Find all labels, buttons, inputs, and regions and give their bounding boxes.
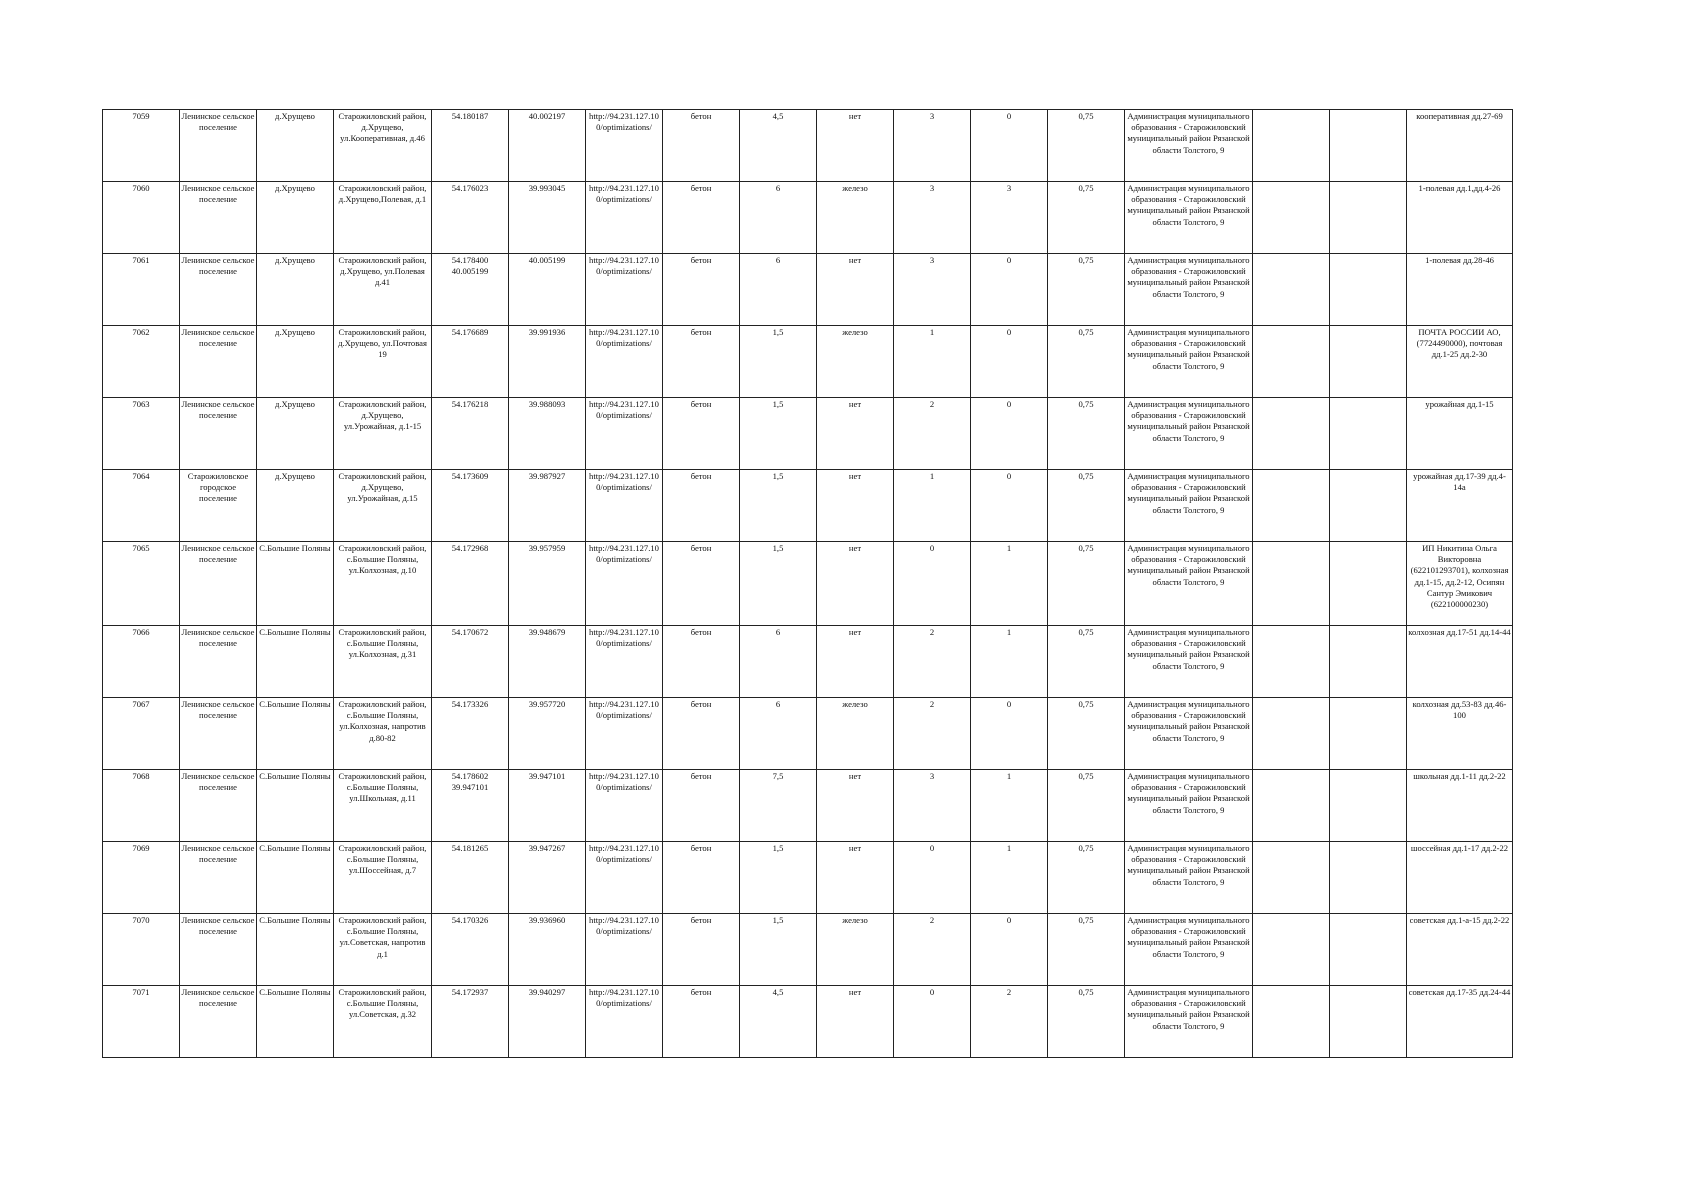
cell-address: Старожиловский район, с.Большие Поляны, ул.Советская, напротив д.1	[334, 914, 432, 986]
cell-owner: Администрация муниципального образования - Старожиловский муниципальный район Рязанской области Толстого, 9	[1125, 698, 1253, 770]
cell-sources: колхозная дд.17-51 дд.14-44	[1407, 626, 1513, 698]
cell-sources: 1-полевая дд.28-46	[1407, 254, 1513, 326]
cell-owner: Администрация муниципального образования - Старожиловский муниципальный район Рязанской области Толстого, 9	[1125, 470, 1253, 542]
cell-url: http://94.231.127.100/optimizations/	[586, 914, 663, 986]
cell-empty-1	[1253, 770, 1330, 842]
cell-id: 7067	[103, 698, 180, 770]
cell-id: 7064	[103, 470, 180, 542]
cell-id: 7063	[103, 398, 180, 470]
cell-empty-1	[1253, 398, 1330, 470]
cell-volume: 0,75	[1048, 470, 1125, 542]
cell-id: 7059	[103, 110, 180, 182]
cell-empty-2	[1330, 770, 1407, 842]
cell-sources: шоссейная дд.1-17 дд.2-22	[1407, 842, 1513, 914]
cell-address: Старожиловский район, с.Большие Поляны, ул.Колхозная, напротив д.80-82	[334, 698, 432, 770]
cell-surface: бетон	[663, 626, 740, 698]
cell-longitude: 40.002197	[509, 110, 586, 182]
cell-containers: 2	[894, 914, 971, 986]
cell-locality: д.Хрущево	[257, 182, 334, 254]
cell-extra: 0	[971, 914, 1048, 986]
cell-latitude: 54.180187	[432, 110, 509, 182]
cell-containers: 0	[894, 986, 971, 1058]
cell-latitude: 54.170326	[432, 914, 509, 986]
cell-settlement: Ленинское сельское поселение	[180, 398, 257, 470]
cell-sources: советская дд.1-а-15 дд.2-22	[1407, 914, 1513, 986]
cell-id: 7062	[103, 326, 180, 398]
table-row	[103, 626, 1513, 698]
cell-empty-2	[1330, 986, 1407, 1058]
cell-latitude: 54.172937	[432, 986, 509, 1058]
cell-area: 6	[740, 254, 817, 326]
cell-address: Старожиловский район, д.Хрущево, ул.Кооперативная, д.46	[334, 110, 432, 182]
cell-longitude: 39.957959	[509, 542, 586, 626]
cell-settlement: Старожиловское городское поселение	[180, 470, 257, 542]
cell-area: 6	[740, 182, 817, 254]
cell-surface: бетон	[663, 986, 740, 1058]
cell-locality: С.Большие Поляны	[257, 914, 334, 986]
table-row	[103, 326, 1513, 398]
cell-url: http://94.231.127.100/optimizations/	[586, 398, 663, 470]
cell-containers: 2	[894, 626, 971, 698]
cell-surface: бетон	[663, 770, 740, 842]
cell-sources: ИП Никитина Ольга Викторовна (622101293701), колхозная дд.1-15, дд.2-12, Осипян Сантур Эмикович (622100000230)	[1407, 542, 1513, 626]
cell-surface: бетон	[663, 398, 740, 470]
cell-volume: 0,75	[1048, 986, 1125, 1058]
table-row	[103, 182, 1513, 254]
cell-fence: нет	[817, 986, 894, 1058]
cell-longitude: 39.936960	[509, 914, 586, 986]
cell-longitude: 39.988093	[509, 398, 586, 470]
table-row	[103, 470, 1513, 542]
cell-fence: нет	[817, 398, 894, 470]
cell-settlement: Ленинское сельское поселение	[180, 698, 257, 770]
cell-fence: нет	[817, 254, 894, 326]
cell-fence: железо	[817, 326, 894, 398]
cell-locality: д.Хрущево	[257, 254, 334, 326]
cell-area: 4,5	[740, 986, 817, 1058]
cell-volume: 0,75	[1048, 398, 1125, 470]
cell-extra: 1	[971, 626, 1048, 698]
cell-surface: бетон	[663, 698, 740, 770]
cell-sources: ПОЧТА РОССИИ АО, (7724490000), почтовая дд.1-25 дд.2-30	[1407, 326, 1513, 398]
cell-latitude: 54.173326	[432, 698, 509, 770]
cell-longitude: 40.005199	[509, 254, 586, 326]
cell-address: Старожиловский район, с.Большие Поляны, ул.Шоссейная, д.7	[334, 842, 432, 914]
registry-table	[102, 109, 1513, 1058]
cell-area: 1,5	[740, 914, 817, 986]
cell-latitude: 54.173609	[432, 470, 509, 542]
cell-empty-2	[1330, 254, 1407, 326]
cell-address: Старожиловский район, д.Хрущево,Полевая, д.1	[334, 182, 432, 254]
table-row	[103, 254, 1513, 326]
cell-settlement: Ленинское сельское поселение	[180, 914, 257, 986]
cell-empty-2	[1330, 326, 1407, 398]
cell-longitude: 39.947267	[509, 842, 586, 914]
cell-containers: 1	[894, 470, 971, 542]
cell-empty-1	[1253, 626, 1330, 698]
cell-settlement: Ленинское сельское поселение	[180, 626, 257, 698]
cell-settlement: Ленинское сельское поселение	[180, 254, 257, 326]
cell-locality: д.Хрущево	[257, 110, 334, 182]
cell-address: Старожиловский район, с.Большие Поляны, ул.Школьная, д.11	[334, 770, 432, 842]
cell-empty-2	[1330, 914, 1407, 986]
cell-volume: 0,75	[1048, 254, 1125, 326]
cell-latitude: 54.181265	[432, 842, 509, 914]
table-row	[103, 914, 1513, 986]
cell-sources: колхозная дд.53-83 дд.46-100	[1407, 698, 1513, 770]
cell-surface: бетон	[663, 542, 740, 626]
cell-settlement: Ленинское сельское поселение	[180, 842, 257, 914]
cell-url: http://94.231.127.100/optimizations/	[586, 470, 663, 542]
cell-owner: Администрация муниципального образования - Старожиловский муниципальный район Рязанской области Толстого, 9	[1125, 110, 1253, 182]
cell-volume: 0,75	[1048, 542, 1125, 626]
cell-url: http://94.231.127.100/optimizations/	[586, 626, 663, 698]
cell-longitude: 39.987927	[509, 470, 586, 542]
cell-fence: нет	[817, 470, 894, 542]
cell-latitude: 54.170672	[432, 626, 509, 698]
table-row	[103, 542, 1513, 626]
table-row	[103, 842, 1513, 914]
cell-sources: кооперативная дд.27-69	[1407, 110, 1513, 182]
cell-area: 7,5	[740, 770, 817, 842]
cell-containers: 3	[894, 182, 971, 254]
cell-owner: Администрация муниципального образования - Старожиловский муниципальный район Рязанской области Толстого, 9	[1125, 398, 1253, 470]
cell-id: 7071	[103, 986, 180, 1058]
cell-locality: д.Хрущево	[257, 398, 334, 470]
cell-surface: бетон	[663, 914, 740, 986]
cell-containers: 0	[894, 842, 971, 914]
cell-longitude: 39.940297	[509, 986, 586, 1058]
cell-empty-1	[1253, 326, 1330, 398]
cell-sources: советская дд.17-35 дд.24-44	[1407, 986, 1513, 1058]
cell-volume: 0,75	[1048, 326, 1125, 398]
cell-latitude: 54.176023	[432, 182, 509, 254]
cell-volume: 0,75	[1048, 698, 1125, 770]
cell-surface: бетон	[663, 182, 740, 254]
cell-address: Старожиловский район, д.Хрущево, ул.Почтовая 19	[334, 326, 432, 398]
cell-id: 7066	[103, 626, 180, 698]
cell-locality: С.Большие Поляны	[257, 986, 334, 1058]
cell-address: Старожиловский район, д.Хрущево, ул.Урожайная, д.1-15	[334, 398, 432, 470]
cell-surface: бетон	[663, 470, 740, 542]
cell-extra: 0	[971, 398, 1048, 470]
cell-url: http://94.231.127.100/optimizations/	[586, 182, 663, 254]
cell-owner: Администрация муниципального образования - Старожиловский муниципальный район Рязанской области Толстого, 9	[1125, 182, 1253, 254]
cell-latitude: 54.178400 40.005199	[432, 254, 509, 326]
cell-empty-1	[1253, 698, 1330, 770]
cell-url: http://94.231.127.100/optimizations/	[586, 110, 663, 182]
cell-empty-2	[1330, 470, 1407, 542]
table-row	[103, 110, 1513, 182]
cell-empty-1	[1253, 914, 1330, 986]
table-row	[103, 398, 1513, 470]
cell-address: Старожиловский район, д.Хрущево, ул.Урожайная, д.15	[334, 470, 432, 542]
cell-extra: 0	[971, 470, 1048, 542]
table-row	[103, 698, 1513, 770]
cell-longitude: 39.957720	[509, 698, 586, 770]
cell-owner: Администрация муниципального образования - Старожиловский муниципальный район Рязанской области Толстого, 9	[1125, 770, 1253, 842]
cell-address: Старожиловский район, с.Большие Поляны, ул.Колхозная, д.31	[334, 626, 432, 698]
cell-extra: 3	[971, 182, 1048, 254]
cell-area: 1,5	[740, 398, 817, 470]
cell-extra: 0	[971, 698, 1048, 770]
cell-containers: 3	[894, 110, 971, 182]
cell-settlement: Ленинское сельское поселение	[180, 542, 257, 626]
cell-volume: 0,75	[1048, 182, 1125, 254]
cell-longitude: 39.993045	[509, 182, 586, 254]
cell-containers: 0	[894, 542, 971, 626]
cell-volume: 0,75	[1048, 842, 1125, 914]
cell-id: 7070	[103, 914, 180, 986]
cell-id: 7060	[103, 182, 180, 254]
cell-url: http://94.231.127.100/optimizations/	[586, 326, 663, 398]
cell-url: http://94.231.127.100/optimizations/	[586, 842, 663, 914]
cell-locality: С.Большие Поляны	[257, 542, 334, 626]
cell-latitude: 54.178602 39.947101	[432, 770, 509, 842]
cell-containers: 1	[894, 326, 971, 398]
cell-volume: 0,75	[1048, 914, 1125, 986]
cell-owner: Администрация муниципального образования - Старожиловский муниципальный район Рязанской области Толстого, 9	[1125, 914, 1253, 986]
table-row	[103, 770, 1513, 842]
cell-volume: 0,75	[1048, 770, 1125, 842]
cell-locality: С.Большие Поляны	[257, 626, 334, 698]
cell-empty-2	[1330, 110, 1407, 182]
cell-settlement: Ленинское сельское поселение	[180, 182, 257, 254]
cell-locality: С.Большие Поляны	[257, 698, 334, 770]
cell-containers: 3	[894, 254, 971, 326]
cell-extra: 1	[971, 770, 1048, 842]
cell-locality: С.Большие Поляны	[257, 770, 334, 842]
cell-url: http://94.231.127.100/optimizations/	[586, 770, 663, 842]
cell-empty-1	[1253, 986, 1330, 1058]
cell-fence: железо	[817, 182, 894, 254]
cell-empty-1	[1253, 254, 1330, 326]
cell-settlement: Ленинское сельское поселение	[180, 326, 257, 398]
cell-extra: 1	[971, 542, 1048, 626]
cell-fence: нет	[817, 626, 894, 698]
cell-owner: Администрация муниципального образования - Старожиловский муниципальный район Рязанской области Толстого, 9	[1125, 842, 1253, 914]
cell-fence: железо	[817, 914, 894, 986]
cell-sources: школьная дд.1-11 дд.2-22	[1407, 770, 1513, 842]
cell-owner: Администрация муниципального образования - Старожиловский муниципальный район Рязанской области Толстого, 9	[1125, 326, 1253, 398]
cell-address: Старожиловский район, с.Большие Поляны, ул.Колхозная, д.10	[334, 542, 432, 626]
cell-containers: 3	[894, 770, 971, 842]
cell-sources: урожайная дд.17-39 дд.4-14а	[1407, 470, 1513, 542]
cell-latitude: 54.172968	[432, 542, 509, 626]
cell-empty-2	[1330, 182, 1407, 254]
cell-surface: бетон	[663, 326, 740, 398]
cell-area: 6	[740, 626, 817, 698]
cell-sources: 1-полевая дд.1,дд.4-26	[1407, 182, 1513, 254]
cell-owner: Администрация муниципального образования - Старожиловский муниципальный район Рязанской области Толстого, 9	[1125, 542, 1253, 626]
cell-empty-2	[1330, 626, 1407, 698]
cell-longitude: 39.947101	[509, 770, 586, 842]
cell-id: 7068	[103, 770, 180, 842]
cell-locality: д.Хрущево	[257, 326, 334, 398]
cell-area: 6	[740, 698, 817, 770]
cell-empty-2	[1330, 542, 1407, 626]
cell-empty-1	[1253, 110, 1330, 182]
cell-extra: 2	[971, 986, 1048, 1058]
cell-volume: 0,75	[1048, 110, 1125, 182]
cell-locality: С.Большие Поляны	[257, 842, 334, 914]
cell-fence: нет	[817, 110, 894, 182]
cell-latitude: 54.176218	[432, 398, 509, 470]
cell-fence: нет	[817, 542, 894, 626]
cell-extra: 0	[971, 326, 1048, 398]
cell-fence: железо	[817, 698, 894, 770]
cell-fence: нет	[817, 842, 894, 914]
table-row	[103, 986, 1513, 1058]
cell-settlement: Ленинское сельское поселение	[180, 110, 257, 182]
cell-empty-1	[1253, 182, 1330, 254]
cell-area: 4,5	[740, 110, 817, 182]
cell-area: 1,5	[740, 326, 817, 398]
cell-extra: 0	[971, 110, 1048, 182]
cell-surface: бетон	[663, 254, 740, 326]
cell-id: 7069	[103, 842, 180, 914]
cell-extra: 1	[971, 842, 1048, 914]
cell-longitude: 39.991936	[509, 326, 586, 398]
cell-empty-2	[1330, 398, 1407, 470]
cell-empty-1	[1253, 542, 1330, 626]
cell-surface: бетон	[663, 110, 740, 182]
cell-url: http://94.231.127.100/optimizations/	[586, 986, 663, 1058]
cell-owner: Администрация муниципального образования - Старожиловский муниципальный район Рязанской области Толстого, 9	[1125, 626, 1253, 698]
cell-area: 1,5	[740, 470, 817, 542]
cell-fence: нет	[817, 770, 894, 842]
cell-containers: 2	[894, 398, 971, 470]
cell-empty-2	[1330, 698, 1407, 770]
cell-owner: Администрация муниципального образования - Старожиловский муниципальный район Рязанской области Толстого, 9	[1125, 254, 1253, 326]
cell-settlement: Ленинское сельское поселение	[180, 986, 257, 1058]
cell-extra: 0	[971, 254, 1048, 326]
cell-area: 1,5	[740, 542, 817, 626]
cell-locality: д.Хрущево	[257, 470, 334, 542]
cell-url: http://94.231.127.100/optimizations/	[586, 698, 663, 770]
cell-empty-2	[1330, 842, 1407, 914]
cell-sources: урожайная дд.1-15	[1407, 398, 1513, 470]
table-body	[103, 110, 1513, 1058]
cell-containers: 2	[894, 698, 971, 770]
cell-address: Старожиловский район, с.Большие Поляны, ул.Советская, д.32	[334, 986, 432, 1058]
cell-url: http://94.231.127.100/optimizations/	[586, 254, 663, 326]
cell-url: http://94.231.127.100/optimizations/	[586, 542, 663, 626]
cell-surface: бетон	[663, 842, 740, 914]
cell-settlement: Ленинское сельское поселение	[180, 770, 257, 842]
cell-volume: 0,75	[1048, 626, 1125, 698]
cell-owner: Администрация муниципального образования - Старожиловский муниципальный район Рязанской области Толстого, 9	[1125, 986, 1253, 1058]
cell-empty-1	[1253, 842, 1330, 914]
cell-id: 7061	[103, 254, 180, 326]
cell-longitude: 39.948679	[509, 626, 586, 698]
cell-area: 1,5	[740, 842, 817, 914]
cell-latitude: 54.176689	[432, 326, 509, 398]
cell-id: 7065	[103, 542, 180, 626]
cell-address: Старожиловский район, д.Хрущево, ул.Полевая д.41	[334, 254, 432, 326]
cell-empty-1	[1253, 470, 1330, 542]
